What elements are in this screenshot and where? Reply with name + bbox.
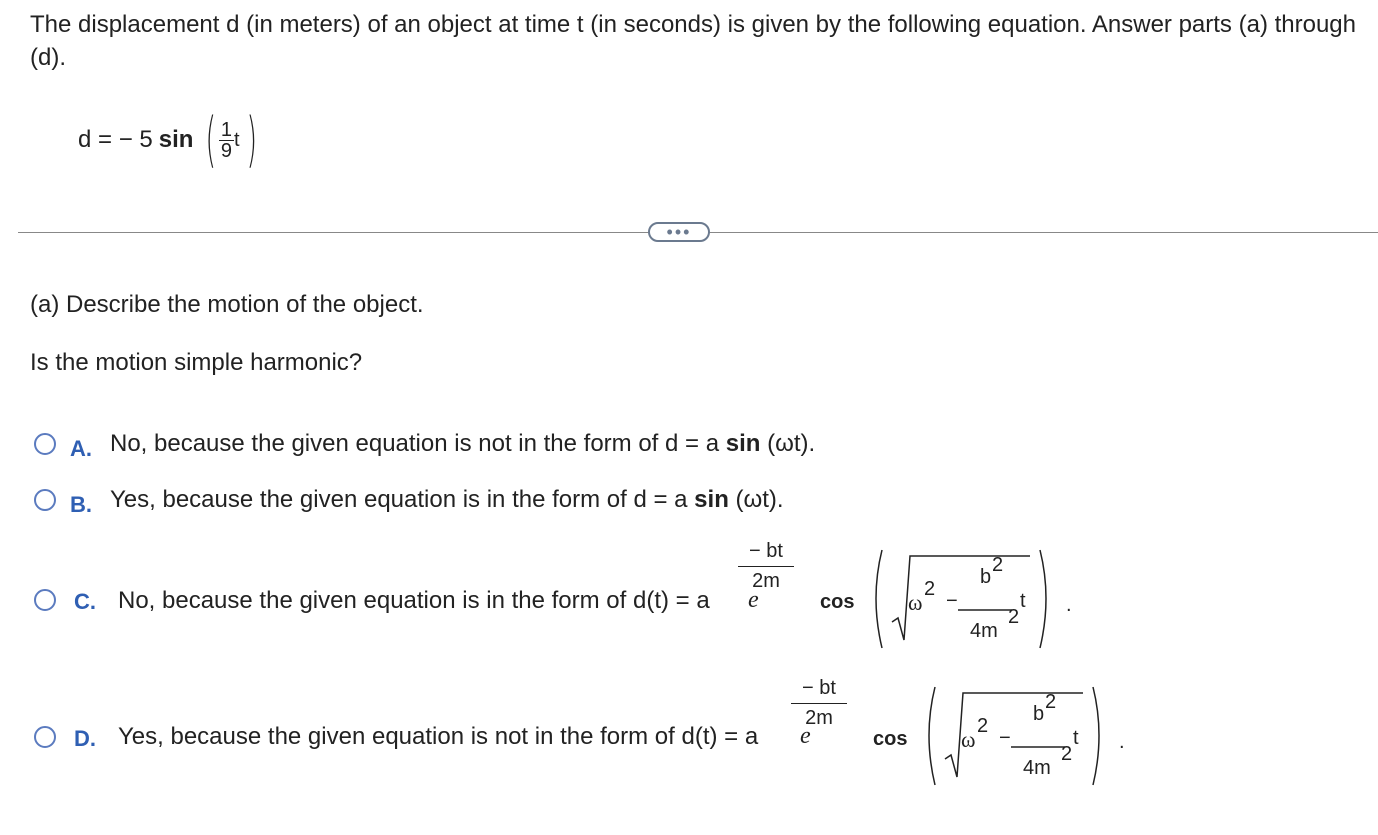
option-b-label: Yes, because the given equation is in the form of d = a (110, 486, 695, 513)
equation-fraction (219, 120, 234, 161)
option-b[interactable] (34, 482, 784, 518)
option-c-exp-den: 2m (752, 570, 780, 592)
option-d-cos: cos (873, 728, 908, 750)
question-text: Is the motion simple harmonic? (30, 349, 363, 376)
option-c-letter: C. (74, 589, 96, 614)
option-c-brackets (872, 548, 1062, 653)
fraction-numerator: 1 (220, 118, 232, 141)
option-b-arg: (ωt). (728, 486, 784, 513)
option-a-sin: sin (725, 430, 761, 457)
option-d-letter: D. (74, 726, 96, 751)
option-d-period: . (1119, 731, 1125, 753)
option-c-radio[interactable] (34, 589, 56, 611)
option-b-letter: B. (70, 492, 92, 517)
option-c-sqrt-expr (872, 548, 1062, 653)
option-c-den-exp: 2 (1008, 606, 1020, 628)
equation-sin: sin (158, 126, 194, 153)
option-d-exponent (791, 677, 847, 730)
option-c-minus: − (946, 590, 958, 612)
option-d-e: e (800, 723, 811, 749)
displacement-equation (78, 100, 263, 180)
equation-t: t (233, 128, 240, 151)
option-d-b-exp: 2 (1045, 691, 1057, 713)
option-d[interactable] (34, 723, 1374, 786)
option-a[interactable] (34, 426, 815, 462)
option-d-b: b (1033, 703, 1045, 725)
option-d-sqrt-expr (925, 685, 1115, 790)
option-c-t: t (1020, 590, 1026, 612)
option-c-cos: cos (820, 591, 855, 613)
option-d-exp-num: − bt (802, 677, 836, 699)
part-a-heading: (a) Describe the motion of the object. (30, 291, 424, 318)
option-d-omega-exp: 2 (977, 715, 989, 737)
option-d-t: t (1073, 727, 1079, 749)
option-b-radio[interactable] (34, 489, 56, 511)
option-c-b-exp: 2 (992, 554, 1004, 576)
option-d-radio[interactable] (34, 726, 56, 748)
option-c-omega-exp: 2 (924, 578, 936, 600)
option-d-text: Yes, because the given equation is not in the form of d(t) = a (118, 723, 759, 750)
option-a-letter: A. (70, 436, 92, 461)
option-a-radio[interactable] (34, 433, 56, 455)
option-b-text (110, 486, 784, 514)
option-a-arg: (ωt). (760, 430, 816, 457)
option-c-text: No, because the given equation is in the form of d(t) = a (118, 587, 710, 614)
problem-intro: The displacement d (in meters) of an object at time t (in seconds) is given by the following equation. Answer parts (a) through (d). (30, 11, 1356, 71)
option-d-brackets (925, 685, 1115, 790)
more-button[interactable]: ••• (648, 222, 710, 242)
option-c-e: e (748, 587, 759, 613)
option-c-omega: ω (908, 590, 923, 615)
option-a-label: No, because the given equation is not in the form of d = a (110, 430, 726, 457)
option-d-omega: ω (961, 727, 976, 752)
right-paren: ) (245, 105, 257, 175)
fraction-denominator: 9 (220, 139, 232, 162)
option-c-den: 4m (970, 620, 998, 642)
option-d-den-exp: 2 (1061, 743, 1073, 765)
equation-lhs: d = − 5 (78, 126, 153, 153)
option-c-exp-num: − bt (749, 540, 783, 562)
option-c-period: . (1066, 594, 1072, 616)
option-c[interactable] (34, 589, 1374, 649)
option-c-exponent (738, 540, 794, 593)
option-a-text (110, 430, 815, 458)
left-paren: ( (205, 105, 217, 175)
option-d-minus: − (999, 727, 1011, 749)
option-b-sin: sin (694, 486, 729, 513)
option-d-exp-den: 2m (805, 707, 833, 729)
option-c-b: b (980, 566, 992, 588)
option-d-den: 4m (1023, 757, 1051, 779)
